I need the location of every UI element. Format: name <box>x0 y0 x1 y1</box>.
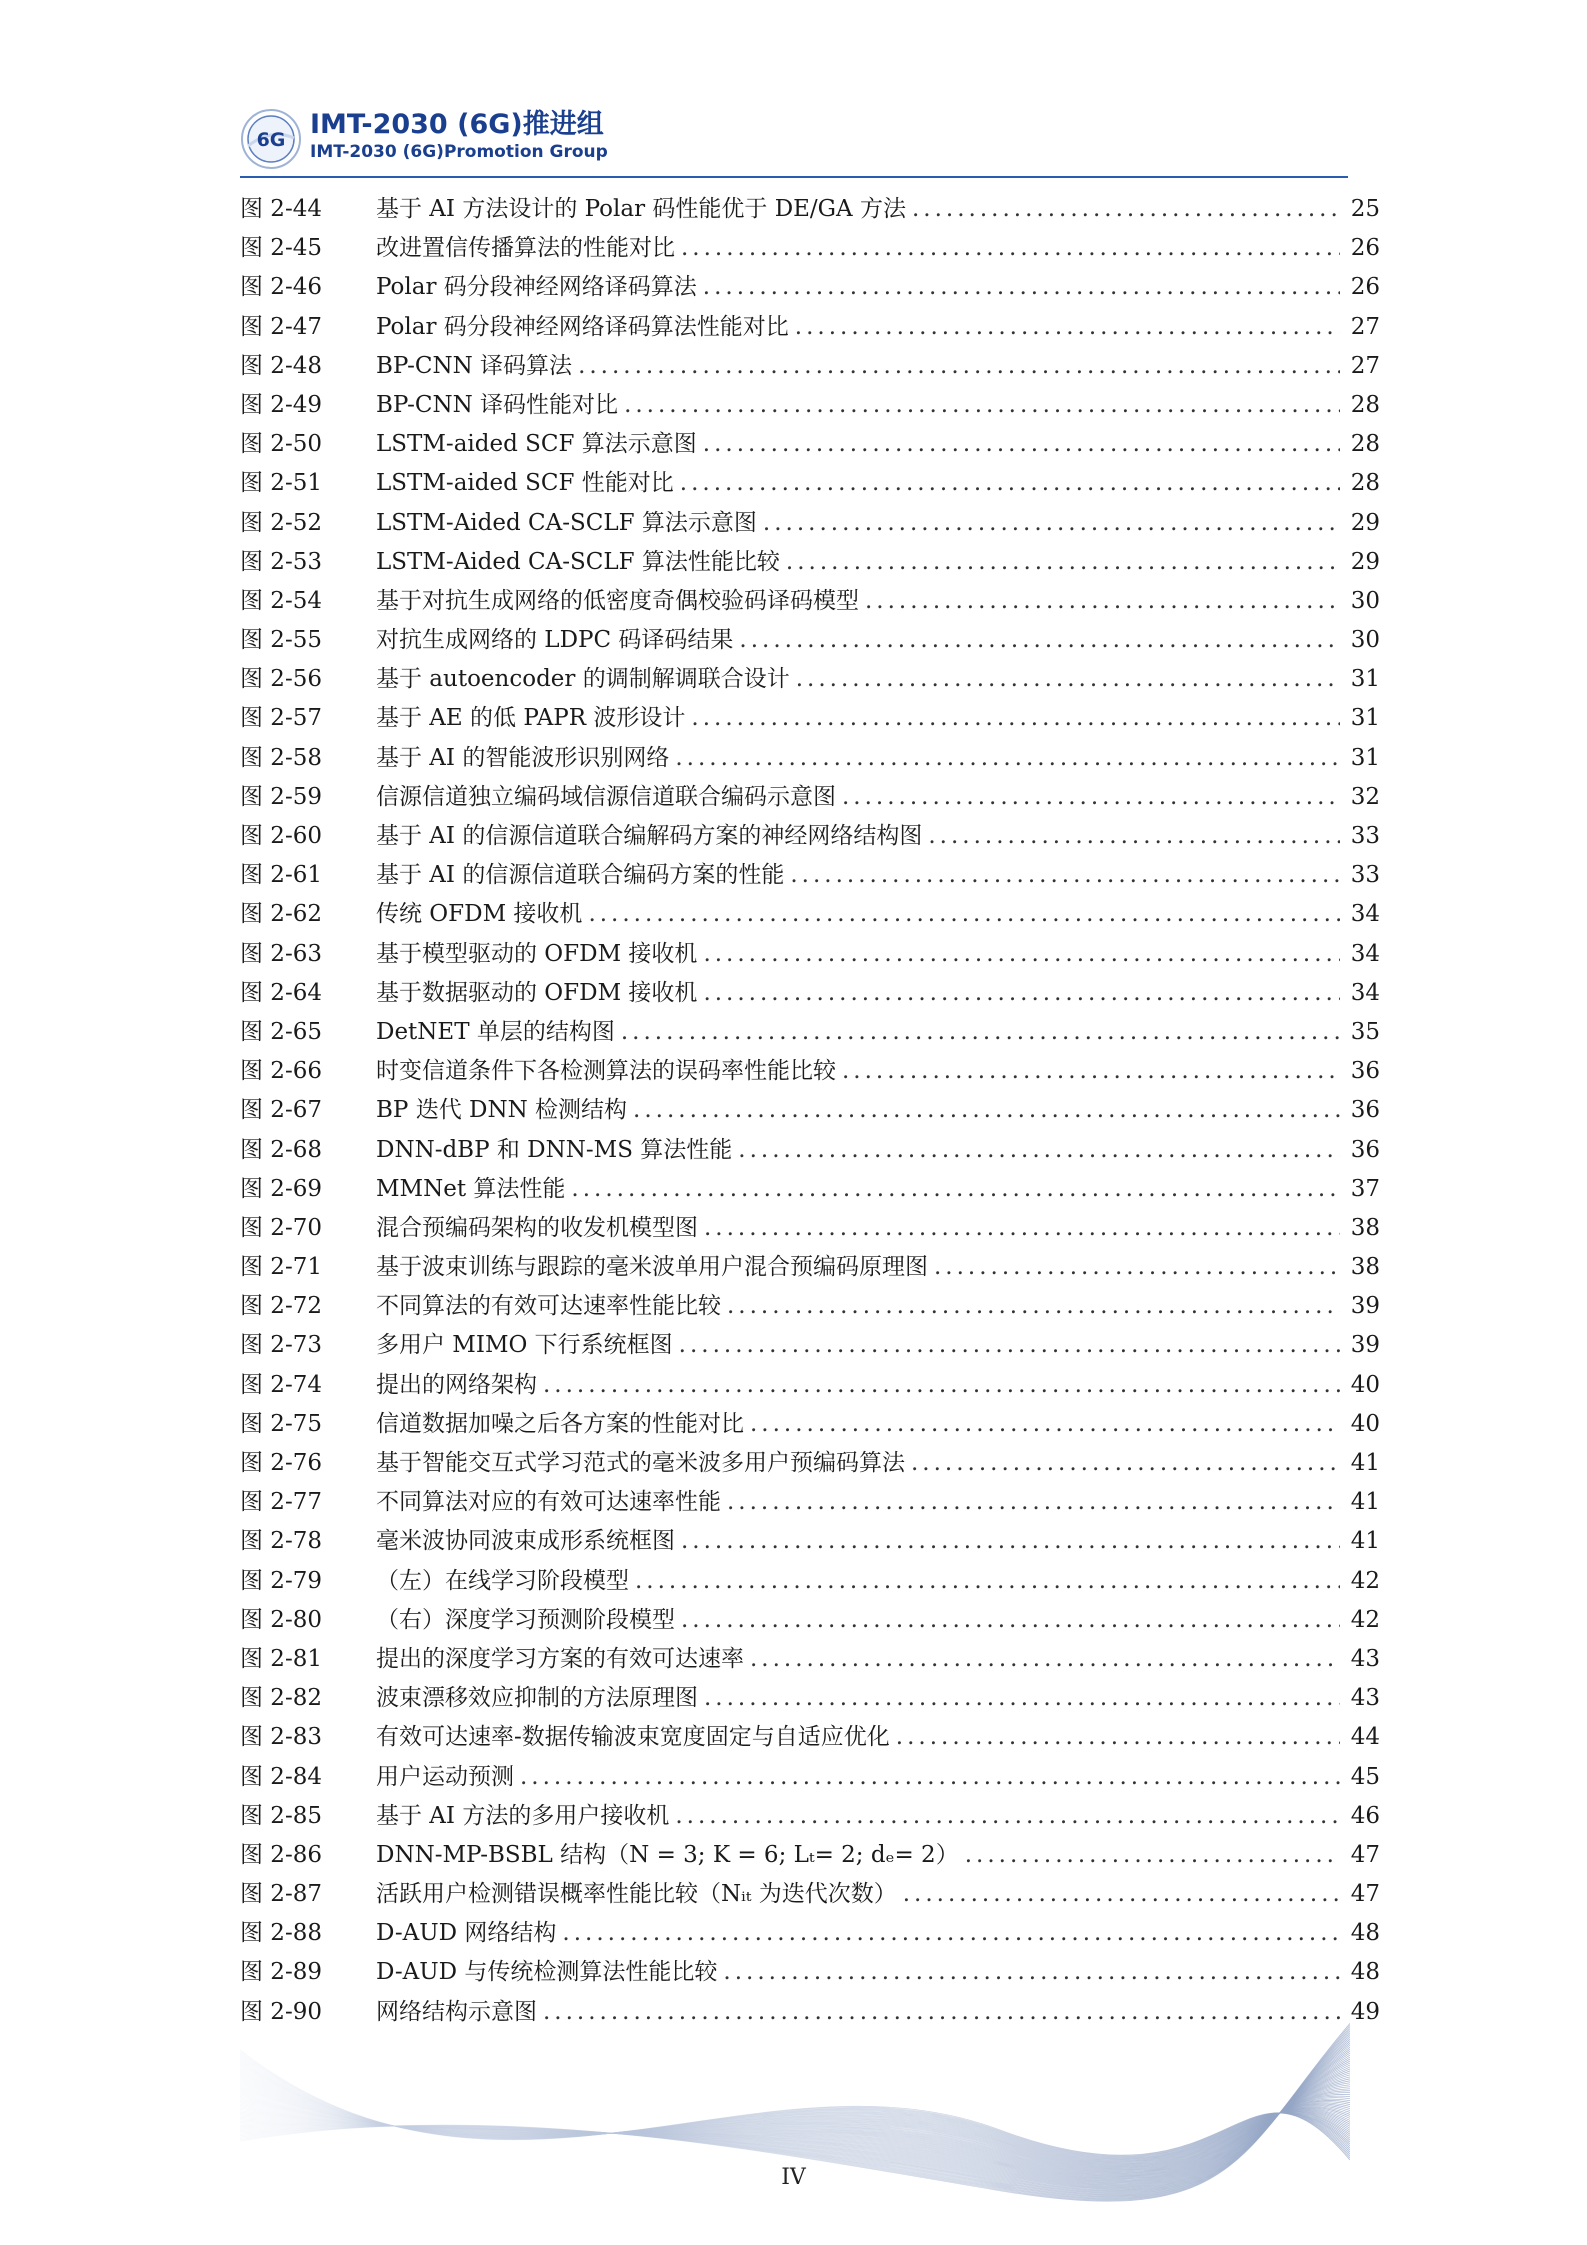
leader-dots <box>912 190 1340 229</box>
leader-dots <box>842 778 1340 817</box>
page-reference: 34 <box>1350 901 1380 928</box>
figure-number: 图 2-83 <box>240 1724 322 1751</box>
leader-dots <box>786 543 1340 582</box>
leader-dots <box>723 1953 1340 1992</box>
figure-title: 提出的网络架构 <box>376 1371 537 1398</box>
page-reference: 40 <box>1350 1410 1380 1437</box>
toc-entry[interactable] <box>240 464 1380 503</box>
leader-dots <box>911 1444 1340 1483</box>
figure-number: 图 2-46 <box>240 274 322 301</box>
page-reference: 48 <box>1350 1920 1380 1947</box>
toc-entry[interactable] <box>240 1052 1380 1091</box>
page-reference: 33 <box>1350 862 1380 889</box>
header-text <box>310 108 608 162</box>
toc-entry[interactable] <box>240 1640 1380 1679</box>
org-title: IMT-2030 (6G)推进组 <box>310 109 604 140</box>
page-header <box>240 108 840 170</box>
page-reference: 26 <box>1350 274 1380 301</box>
toc-entry[interactable] <box>240 1679 1380 1718</box>
leader-dots <box>681 1601 1340 1640</box>
page-reference: 29 <box>1350 548 1380 575</box>
figure-number: 图 2-86 <box>240 1841 322 1868</box>
figure-title: BP-CNN 译码性能对比 <box>376 391 619 418</box>
leader-dots <box>624 386 1340 425</box>
figure-number: 图 2-74 <box>240 1371 322 1398</box>
leader-dots <box>543 1366 1340 1405</box>
page-reference: 25 <box>1350 196 1380 222</box>
toc-entry[interactable] <box>240 1366 1380 1405</box>
figure-number: 图 2-48 <box>240 352 322 379</box>
leader-dots <box>739 621 1340 660</box>
figure-title: 用户运动预测 <box>376 1763 514 1790</box>
leader-dots <box>681 1522 1340 1561</box>
figure-title: 提出的深度学习方案的有效可达速率 <box>376 1645 744 1672</box>
leader-dots <box>681 229 1340 268</box>
figure-number: 图 2-62 <box>240 901 322 928</box>
figure-number: 图 2-87 <box>240 1881 322 1908</box>
page-reference: 43 <box>1350 1645 1380 1672</box>
leader-dots <box>903 1875 1340 1914</box>
figure-title: BP 迭代 DNN 检测结构 <box>376 1097 628 1124</box>
leader-dots <box>675 1797 1340 1836</box>
figure-number: 图 2-90 <box>240 1998 322 2025</box>
leader-dots <box>965 1836 1340 1875</box>
figure-number: 图 2-53 <box>240 548 322 575</box>
page-reference: 34 <box>1350 940 1380 967</box>
figure-title: 毫米波协同波束成形系统框图 <box>376 1528 675 1555</box>
figure-number: 图 2-52 <box>240 509 322 536</box>
page-reference: 35 <box>1350 1018 1380 1045</box>
figure-title: 改进置信传播算法的性能对比 <box>376 235 675 262</box>
toc-entry[interactable] <box>240 308 1380 347</box>
figure-title: DetNET 单层的结构图 <box>376 1018 615 1045</box>
figure-title: 不同算法的有效可达速率性能比较 <box>376 1293 721 1320</box>
page-reference: 43 <box>1350 1685 1380 1712</box>
figure-title: 时变信道条件下各检测算法的误码率性能比较 <box>376 1058 836 1085</box>
figure-title: 多用户 MIMO 下行系统框图 <box>376 1332 673 1359</box>
toc-entry[interactable] <box>240 1444 1380 1483</box>
page-reference: 41 <box>1350 1489 1380 1516</box>
leader-dots <box>588 895 1340 934</box>
toc-entry[interactable] <box>240 1601 1380 1640</box>
leader-dots <box>703 268 1340 307</box>
toc-entry[interactable] <box>240 347 1380 386</box>
toc-entry[interactable] <box>240 856 1380 895</box>
figure-number: 图 2-82 <box>240 1685 322 1712</box>
toc-entry[interactable] <box>240 1953 1380 1992</box>
figure-number: 图 2-63 <box>240 940 322 967</box>
toc-entry[interactable] <box>240 699 1380 738</box>
leader-dots <box>865 582 1340 621</box>
toc-entry[interactable] <box>240 974 1380 1013</box>
figure-number: 图 2-55 <box>240 627 322 654</box>
toc-entry[interactable] <box>240 1405 1380 1444</box>
figure-number: 图 2-78 <box>240 1528 322 1555</box>
figure-number: 图 2-47 <box>240 313 322 340</box>
figure-title: BP-CNN 译码算法 <box>376 352 573 379</box>
leader-dots <box>738 1131 1340 1170</box>
figure-title: 基于对抗生成网络的低密度奇偶校验码译码模型 <box>376 587 859 614</box>
figure-title: 基于 AI 的信源信道联合编码方案的性能 <box>376 862 785 889</box>
page-reference: 45 <box>1350 1763 1380 1790</box>
toc-entry[interactable] <box>240 1170 1380 1209</box>
figure-title: 基于 AI 的智能波形识别网络 <box>376 744 670 771</box>
figure-title: 基于数据驱动的 OFDM 接收机 <box>376 979 698 1006</box>
figure-title: 基于 AE 的低 PAPR 波形设计 <box>376 705 686 732</box>
figure-title: 信源信道独立编码域信源信道联合编码示意图 <box>376 783 836 810</box>
toc-entry[interactable] <box>240 268 1380 307</box>
figure-number: 图 2-79 <box>240 1567 322 1594</box>
figure-number: 图 2-65 <box>240 1018 322 1045</box>
page-reference: 39 <box>1350 1332 1380 1359</box>
leader-dots <box>704 1209 1340 1248</box>
page-reference: 31 <box>1350 666 1380 693</box>
toc-entry[interactable] <box>240 1131 1380 1170</box>
figure-title: DNN-dBP 和 DNN-MS 算法性能 <box>376 1136 733 1163</box>
toc-entry[interactable] <box>240 621 1380 660</box>
page-reference: 49 <box>1350 1998 1380 2025</box>
figure-title: 网络结构示意图 <box>376 1998 537 2025</box>
leader-dots <box>680 464 1340 503</box>
figure-number: 图 2-54 <box>240 587 322 614</box>
toc-entry[interactable] <box>240 1718 1380 1757</box>
page-reference: 33 <box>1350 823 1380 849</box>
toc-entry[interactable] <box>240 1797 1380 1836</box>
page-reference: 36 <box>1350 1136 1380 1163</box>
toc-entry[interactable] <box>240 1248 1380 1287</box>
page-reference: 37 <box>1350 1175 1380 1202</box>
page-reference: 30 <box>1350 587 1380 614</box>
figure-number: 图 2-67 <box>240 1097 322 1124</box>
figure-number: 图 2-73 <box>240 1332 322 1359</box>
toc-entry[interactable] <box>240 739 1380 778</box>
leader-dots <box>679 1326 1340 1365</box>
page-reference: 42 <box>1350 1606 1380 1633</box>
toc-entry[interactable] <box>240 1758 1380 1797</box>
figure-number: 图 2-71 <box>240 1254 322 1281</box>
figure-number: 图 2-50 <box>240 431 322 458</box>
toc-entry[interactable] <box>240 1209 1380 1248</box>
page-reference: 28 <box>1350 470 1380 497</box>
page-reference: 28 <box>1350 391 1380 418</box>
page-reference: 32 <box>1350 783 1380 810</box>
figure-number: 图 2-85 <box>240 1802 322 1829</box>
figure-number: 图 2-64 <box>240 979 322 1006</box>
toc-entry[interactable] <box>240 1875 1380 1914</box>
figure-number: 图 2-57 <box>240 705 322 732</box>
toc-entry[interactable] <box>240 778 1380 817</box>
figure-title: 活跃用户检测错误概率性能比较（Nᵢₜ 为迭代次数） <box>376 1881 897 1908</box>
figure-number: 图 2-44 <box>240 196 322 222</box>
figure-title: 基于 autoencoder 的调制解调联合设计 <box>376 666 790 693</box>
figure-title: DNN-MP-BSBL 结构（N = 3; K = 6; Lₜ= 2; dₑ= 2） <box>376 1841 959 1868</box>
figure-title: 基于模型驱动的 OFDM 接收机 <box>376 940 698 967</box>
page-reference: 38 <box>1350 1254 1380 1281</box>
figure-number: 图 2-58 <box>240 744 322 771</box>
figure-title: 基于 AI 的信源信道联合编解码方案的神经网络结构图 <box>376 823 923 849</box>
figure-title: MMNet 算法性能 <box>376 1175 566 1202</box>
leader-dots <box>703 935 1340 974</box>
toc-entry[interactable] <box>240 817 1380 856</box>
figure-title: 传统 OFDM 接收机 <box>376 901 583 928</box>
leader-dots <box>750 1405 1340 1444</box>
page-reference: 34 <box>1350 979 1380 1006</box>
figure-number: 图 2-61 <box>240 862 322 889</box>
figure-title: Polar 码分段神经网络译码算法性能对比 <box>376 313 789 340</box>
page-reference: 47 <box>1350 1881 1380 1908</box>
leader-dots <box>703 425 1340 464</box>
figure-title: 基于 AI 方法的多用户接收机 <box>376 1802 670 1829</box>
leader-dots <box>790 856 1340 895</box>
figure-number: 图 2-89 <box>240 1959 322 1986</box>
imt-2030-logo-icon <box>240 108 302 170</box>
leader-dots <box>795 308 1340 347</box>
figure-number: 图 2-56 <box>240 666 322 693</box>
leader-dots <box>796 660 1340 699</box>
page-reference: 27 <box>1350 313 1380 340</box>
toc-entry[interactable] <box>240 582 1380 621</box>
leader-dots <box>571 1170 1340 1209</box>
toc-entry[interactable] <box>240 1522 1380 1561</box>
figure-number: 图 2-88 <box>240 1920 322 1947</box>
leader-dots <box>703 974 1340 1013</box>
figure-title: Polar 码分段神经网络译码算法 <box>376 274 697 301</box>
toc-entry[interactable] <box>240 190 1380 229</box>
figure-title: LSTM-aided SCF 性能对比 <box>376 470 674 497</box>
figure-number: 图 2-70 <box>240 1214 322 1241</box>
page-reference: 47 <box>1350 1841 1380 1868</box>
figure-title: 基于智能交互式学习范式的毫米波多用户预编码算法 <box>376 1450 905 1476</box>
toc-entry[interactable] <box>240 935 1380 974</box>
toc-entry[interactable] <box>240 386 1380 425</box>
figure-number: 图 2-51 <box>240 470 322 497</box>
toc-entry[interactable] <box>240 229 1380 268</box>
figure-title: 波束漂移效应抑制的方法原理图 <box>376 1685 698 1712</box>
leader-dots <box>842 1052 1340 1091</box>
toc-entry[interactable] <box>240 1013 1380 1052</box>
leader-dots <box>635 1562 1340 1601</box>
figure-number: 图 2-80 <box>240 1606 322 1633</box>
leader-dots <box>928 817 1340 856</box>
figure-number: 图 2-69 <box>240 1175 322 1202</box>
toc-entry[interactable] <box>240 425 1380 464</box>
figure-number: 图 2-49 <box>240 391 322 418</box>
leader-dots <box>675 739 1340 778</box>
page-reference: 39 <box>1350 1293 1380 1320</box>
figure-number: 图 2-68 <box>240 1136 322 1163</box>
figure-title: 混合预编码架构的收发机模型图 <box>376 1214 698 1241</box>
figure-number: 图 2-72 <box>240 1293 322 1320</box>
leader-dots <box>562 1914 1340 1953</box>
figure-number: 图 2-66 <box>240 1058 322 1085</box>
page-reference: 44 <box>1350 1724 1380 1751</box>
figure-title: （右）深度学习预测阶段模型 <box>376 1606 675 1633</box>
page-reference: 31 <box>1350 744 1380 771</box>
leader-dots <box>520 1758 1340 1797</box>
figure-number: 图 2-81 <box>240 1645 322 1672</box>
figure-title: 对抗生成网络的 LDPC 码译码结果 <box>376 627 734 654</box>
leader-dots <box>691 699 1340 738</box>
figure-number: 图 2-60 <box>240 823 322 849</box>
figure-number: 图 2-75 <box>240 1410 322 1437</box>
page-reference: 26 <box>1350 235 1380 262</box>
figure-title: 不同算法对应的有效可达速率性能 <box>376 1489 721 1516</box>
leader-dots <box>896 1718 1340 1757</box>
logo-text: 6G <box>256 129 286 151</box>
header-rule <box>240 176 1348 178</box>
leader-dots <box>633 1091 1340 1130</box>
toc-entry[interactable] <box>240 1091 1380 1130</box>
page-reference: 30 <box>1350 627 1380 654</box>
leader-dots <box>934 1248 1340 1287</box>
figure-number: 图 2-76 <box>240 1450 322 1476</box>
toc-entry[interactable] <box>240 543 1380 582</box>
figure-number: 图 2-84 <box>240 1763 322 1790</box>
figure-number: 图 2-59 <box>240 783 322 810</box>
page-reference: 41 <box>1350 1528 1380 1555</box>
page-reference: 46 <box>1350 1802 1380 1829</box>
page-reference: 36 <box>1350 1058 1380 1085</box>
figure-title: LSTM-aided SCF 算法示意图 <box>376 431 697 458</box>
page-reference: 38 <box>1350 1214 1380 1241</box>
toc-entry[interactable] <box>240 660 1380 699</box>
toc-entry[interactable] <box>240 504 1380 543</box>
toc-entry[interactable] <box>240 1483 1380 1522</box>
figure-title: 信道数据加噪之后各方案的性能对比 <box>376 1410 744 1437</box>
figure-title: 基于波束训练与跟踪的毫米波单用户混合预编码原理图 <box>376 1254 928 1281</box>
page-reference: 41 <box>1350 1450 1380 1476</box>
figure-title: D-AUD 网络结构 <box>376 1920 557 1947</box>
figure-title: 基于 AI 方法设计的 Polar 码性能优于 DE/GA 方法 <box>376 196 906 222</box>
org-subtitle: IMT-2030 (6G)Promotion Group <box>310 142 608 162</box>
toc-entry[interactable] <box>240 1287 1380 1326</box>
leader-dots <box>621 1013 1340 1052</box>
figure-title: 有效可达速率-数据传输波束宽度固定与自适应优化 <box>376 1724 890 1751</box>
figure-list <box>240 190 1380 2032</box>
page-number: IV <box>781 2165 806 2190</box>
leader-dots <box>704 1679 1340 1718</box>
figure-number: 图 2-45 <box>240 235 322 262</box>
page-reference: 36 <box>1350 1097 1380 1124</box>
page-reference: 48 <box>1350 1959 1380 1986</box>
figure-number: 图 2-77 <box>240 1489 322 1516</box>
decorative-wave-background <box>240 2010 1350 2245</box>
figure-title: （左）在线学习阶段模型 <box>376 1567 629 1594</box>
page-reference: 42 <box>1350 1567 1380 1594</box>
page-reference: 28 <box>1350 431 1380 458</box>
figure-title: LSTM-Aided CA-SCLF 算法示意图 <box>376 509 757 536</box>
figure-title: LSTM-Aided CA-SCLF 算法性能比较 <box>376 548 780 575</box>
leader-dots <box>578 347 1340 386</box>
toc-entry[interactable] <box>240 1836 1380 1875</box>
page-reference: 31 <box>1350 705 1380 732</box>
figure-title: D-AUD 与传统检测算法性能比较 <box>376 1959 718 1986</box>
toc-entry[interactable] <box>240 1326 1380 1365</box>
page-reference: 29 <box>1350 509 1380 536</box>
page-reference: 27 <box>1350 352 1380 379</box>
toc-entry[interactable] <box>240 895 1380 934</box>
leader-dots <box>727 1483 1340 1522</box>
toc-entry[interactable] <box>240 1914 1380 1953</box>
leader-dots <box>727 1287 1340 1326</box>
leader-dots <box>750 1640 1340 1679</box>
page-reference: 40 <box>1350 1371 1380 1398</box>
leader-dots <box>763 504 1340 543</box>
toc-entry[interactable] <box>240 1562 1380 1601</box>
